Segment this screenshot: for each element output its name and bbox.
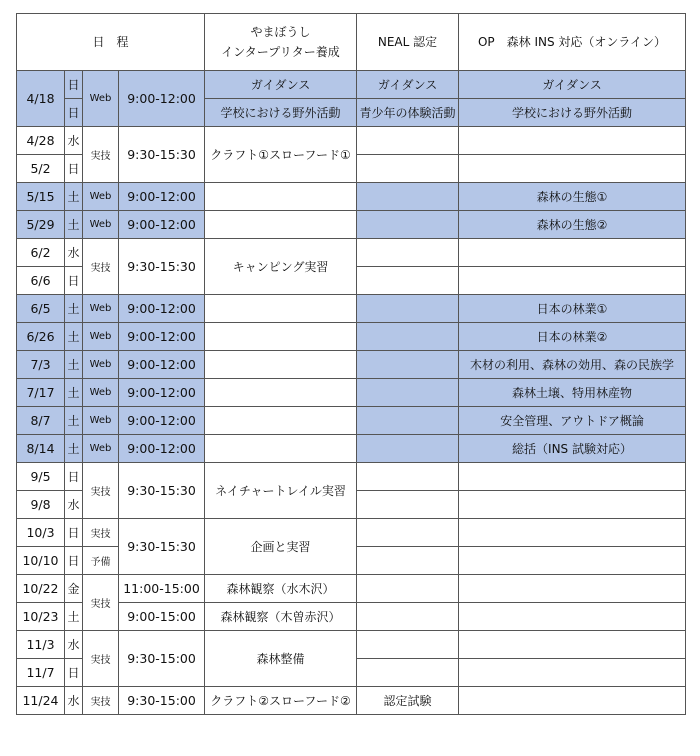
time-cell: 9:00-12:00 bbox=[119, 211, 205, 239]
yamaboushi-cell: 森林観察（水木沢） bbox=[205, 575, 357, 603]
yamaboushi-cell: クラフト②スローフード② bbox=[205, 687, 357, 715]
schedule-table bbox=[16, 13, 686, 715]
yamaboushi-cell bbox=[205, 323, 357, 351]
neal-cell bbox=[357, 491, 459, 519]
neal-cell bbox=[357, 547, 459, 575]
date-cell: 10/23 bbox=[17, 603, 65, 631]
yamaboushi-cell: 学校における野外活動 bbox=[205, 99, 357, 127]
type-cell: Web bbox=[83, 211, 119, 239]
type-cell: 実技 bbox=[83, 575, 119, 631]
neal-cell bbox=[357, 155, 459, 183]
neal-cell bbox=[357, 631, 459, 659]
day-cell: 水 bbox=[65, 239, 83, 267]
header-yamaboushi-line1: やまぼうし bbox=[250, 25, 311, 39]
day-cell: 土 bbox=[65, 183, 83, 211]
day-cell: 水 bbox=[65, 491, 83, 519]
table-row bbox=[17, 463, 686, 491]
table-row bbox=[17, 687, 686, 715]
date-cell: 11/24 bbox=[17, 687, 65, 715]
type-cell: 実技 bbox=[83, 239, 119, 295]
yamaboushi-cell: キャンピング実習 bbox=[205, 239, 357, 295]
type-cell: Web bbox=[83, 435, 119, 463]
date-cell: 6/5 bbox=[17, 295, 65, 323]
yamaboushi-cell bbox=[205, 351, 357, 379]
date-cell: 8/14 bbox=[17, 435, 65, 463]
type-cell: Web bbox=[83, 71, 119, 127]
header-schedule: 日 程 bbox=[17, 14, 205, 71]
op-cell bbox=[459, 127, 686, 155]
table-row bbox=[17, 239, 686, 267]
yamaboushi-cell bbox=[205, 379, 357, 407]
day-cell: 日 bbox=[65, 519, 83, 547]
op-cell: ガイダンス bbox=[459, 71, 686, 99]
time-cell: 9:30-15:30 bbox=[119, 239, 205, 295]
time-cell: 9:30-15:30 bbox=[119, 519, 205, 575]
op-cell bbox=[459, 519, 686, 547]
neal-cell bbox=[357, 127, 459, 155]
date-cell: 9/5 bbox=[17, 463, 65, 491]
yamaboushi-cell: 企画と実習 bbox=[205, 519, 357, 575]
type-cell: 実技 bbox=[83, 687, 119, 715]
table-row bbox=[17, 379, 686, 407]
yamaboushi-cell: 森林整備 bbox=[205, 631, 357, 687]
op-cell bbox=[459, 463, 686, 491]
neal-cell: ガイダンス bbox=[357, 71, 459, 99]
day-cell: 土 bbox=[65, 407, 83, 435]
day-cell: 日 bbox=[65, 659, 83, 687]
day-cell: 日 bbox=[65, 155, 83, 183]
day-cell: 土 bbox=[65, 351, 83, 379]
date-cell: 10/22 bbox=[17, 575, 65, 603]
day-cell: 日 bbox=[65, 71, 83, 99]
neal-cell bbox=[357, 603, 459, 631]
time-cell: 9:00-12:00 bbox=[119, 407, 205, 435]
neal-cell bbox=[357, 211, 459, 239]
header-row bbox=[17, 14, 686, 71]
neal-cell bbox=[357, 575, 459, 603]
neal-cell bbox=[357, 407, 459, 435]
neal-cell bbox=[357, 659, 459, 687]
op-cell: 学校における野外活動 bbox=[459, 99, 686, 127]
neal-cell bbox=[357, 463, 459, 491]
date-cell: 5/15 bbox=[17, 183, 65, 211]
date-cell: 7/3 bbox=[17, 351, 65, 379]
neal-cell bbox=[357, 267, 459, 295]
day-cell: 土 bbox=[65, 323, 83, 351]
table-row bbox=[17, 519, 686, 547]
day-cell: 土 bbox=[65, 295, 83, 323]
table-row bbox=[17, 435, 686, 463]
neal-cell: 青少年の体験活動 bbox=[357, 99, 459, 127]
time-cell: 9:30-15:00 bbox=[119, 687, 205, 715]
date-cell: 10/10 bbox=[17, 547, 65, 575]
table-row bbox=[17, 183, 686, 211]
date-cell: 10/3 bbox=[17, 519, 65, 547]
table-row bbox=[17, 631, 686, 659]
yamaboushi-cell bbox=[205, 435, 357, 463]
op-cell bbox=[459, 547, 686, 575]
day-cell: 水 bbox=[65, 687, 83, 715]
neal-cell bbox=[357, 295, 459, 323]
day-cell: 日 bbox=[65, 547, 83, 575]
neal-cell bbox=[357, 239, 459, 267]
yamaboushi-cell: 森林観察（木曽赤沢） bbox=[205, 603, 357, 631]
date-cell: 9/8 bbox=[17, 491, 65, 519]
op-cell: 安全管理、アウトドア概論 bbox=[459, 407, 686, 435]
table-row bbox=[17, 575, 686, 603]
op-cell bbox=[459, 631, 686, 659]
neal-cell bbox=[357, 519, 459, 547]
op-cell bbox=[459, 575, 686, 603]
day-cell: 金 bbox=[65, 575, 83, 603]
op-cell: 森林の生態① bbox=[459, 183, 686, 211]
table-row bbox=[17, 295, 686, 323]
op-cell: 木材の利用、森林の効用、森の民族学 bbox=[459, 351, 686, 379]
time-cell: 9:00-12:00 bbox=[119, 295, 205, 323]
op-cell bbox=[459, 239, 686, 267]
op-cell bbox=[459, 491, 686, 519]
op-cell: 森林の生態② bbox=[459, 211, 686, 239]
neal-cell bbox=[357, 183, 459, 211]
time-cell: 11:00-15:00 bbox=[119, 575, 205, 603]
yamaboushi-cell: ネイチャートレイル実習 bbox=[205, 463, 357, 519]
op-cell bbox=[459, 267, 686, 295]
table-row bbox=[17, 127, 686, 155]
time-cell: 9:00-12:00 bbox=[119, 435, 205, 463]
day-cell: 土 bbox=[65, 211, 83, 239]
time-cell: 9:30-15:30 bbox=[119, 463, 205, 519]
day-cell: 水 bbox=[65, 127, 83, 155]
yamaboushi-cell: クラフト①スローフード① bbox=[205, 127, 357, 183]
neal-cell bbox=[357, 351, 459, 379]
op-cell bbox=[459, 603, 686, 631]
date-cell: 6/26 bbox=[17, 323, 65, 351]
day-cell: 水 bbox=[65, 631, 83, 659]
table-row bbox=[17, 71, 686, 99]
op-cell: 日本の林業① bbox=[459, 295, 686, 323]
type-cell: Web bbox=[83, 351, 119, 379]
type-cell: Web bbox=[83, 295, 119, 323]
type-cell: 実技 bbox=[83, 519, 119, 547]
header-op: OP 森林 INS 対応（オンライン） bbox=[459, 14, 686, 71]
time-cell: 9:00-12:00 bbox=[119, 71, 205, 127]
table-row bbox=[17, 351, 686, 379]
date-cell: 6/6 bbox=[17, 267, 65, 295]
header-neal: NEAL 認定 bbox=[357, 14, 459, 71]
yamaboushi-cell bbox=[205, 295, 357, 323]
day-cell: 日 bbox=[65, 463, 83, 491]
type-cell: 予備 bbox=[83, 547, 119, 575]
op-cell: 日本の林業② bbox=[459, 323, 686, 351]
date-cell: 7/17 bbox=[17, 379, 65, 407]
table-row bbox=[17, 407, 686, 435]
op-cell bbox=[459, 155, 686, 183]
type-cell: Web bbox=[83, 407, 119, 435]
date-cell: 4/18 bbox=[17, 71, 65, 127]
date-cell: 6/2 bbox=[17, 239, 65, 267]
time-cell: 9:00-12:00 bbox=[119, 379, 205, 407]
op-cell: 総括（INS 試験対応） bbox=[459, 435, 686, 463]
type-cell: Web bbox=[83, 379, 119, 407]
day-cell: 日 bbox=[65, 267, 83, 295]
type-cell: 実技 bbox=[83, 631, 119, 687]
type-cell: Web bbox=[83, 183, 119, 211]
day-cell: 土 bbox=[65, 435, 83, 463]
time-cell: 9:30-15:00 bbox=[119, 631, 205, 687]
header-yamaboushi bbox=[205, 14, 357, 71]
date-cell: 5/2 bbox=[17, 155, 65, 183]
date-cell: 11/7 bbox=[17, 659, 65, 687]
date-cell: 4/28 bbox=[17, 127, 65, 155]
day-cell: 土 bbox=[65, 603, 83, 631]
time-cell: 9:00-15:00 bbox=[119, 603, 205, 631]
neal-cell bbox=[357, 435, 459, 463]
neal-cell: 認定試験 bbox=[357, 687, 459, 715]
table-row bbox=[17, 211, 686, 239]
type-cell: 実技 bbox=[83, 463, 119, 519]
type-cell: Web bbox=[83, 323, 119, 351]
op-cell bbox=[459, 659, 686, 687]
date-cell: 8/7 bbox=[17, 407, 65, 435]
day-cell: 土 bbox=[65, 379, 83, 407]
time-cell: 9:00-12:00 bbox=[119, 351, 205, 379]
date-cell: 11/3 bbox=[17, 631, 65, 659]
day-cell: 日 bbox=[65, 99, 83, 127]
yamaboushi-cell bbox=[205, 183, 357, 211]
time-cell: 9:00-12:00 bbox=[119, 323, 205, 351]
yamaboushi-cell bbox=[205, 407, 357, 435]
neal-cell bbox=[357, 379, 459, 407]
date-cell: 5/29 bbox=[17, 211, 65, 239]
yamaboushi-cell bbox=[205, 211, 357, 239]
header-yamaboushi-line2: インタープリター養成 bbox=[221, 45, 340, 59]
time-cell: 9:30-15:30 bbox=[119, 127, 205, 183]
op-cell: 森林土壌、特用林産物 bbox=[459, 379, 686, 407]
yamaboushi-cell: ガイダンス bbox=[205, 71, 357, 99]
table-row bbox=[17, 323, 686, 351]
op-cell bbox=[459, 687, 686, 715]
type-cell: 実技 bbox=[83, 127, 119, 183]
time-cell: 9:00-12:00 bbox=[119, 183, 205, 211]
neal-cell bbox=[357, 323, 459, 351]
